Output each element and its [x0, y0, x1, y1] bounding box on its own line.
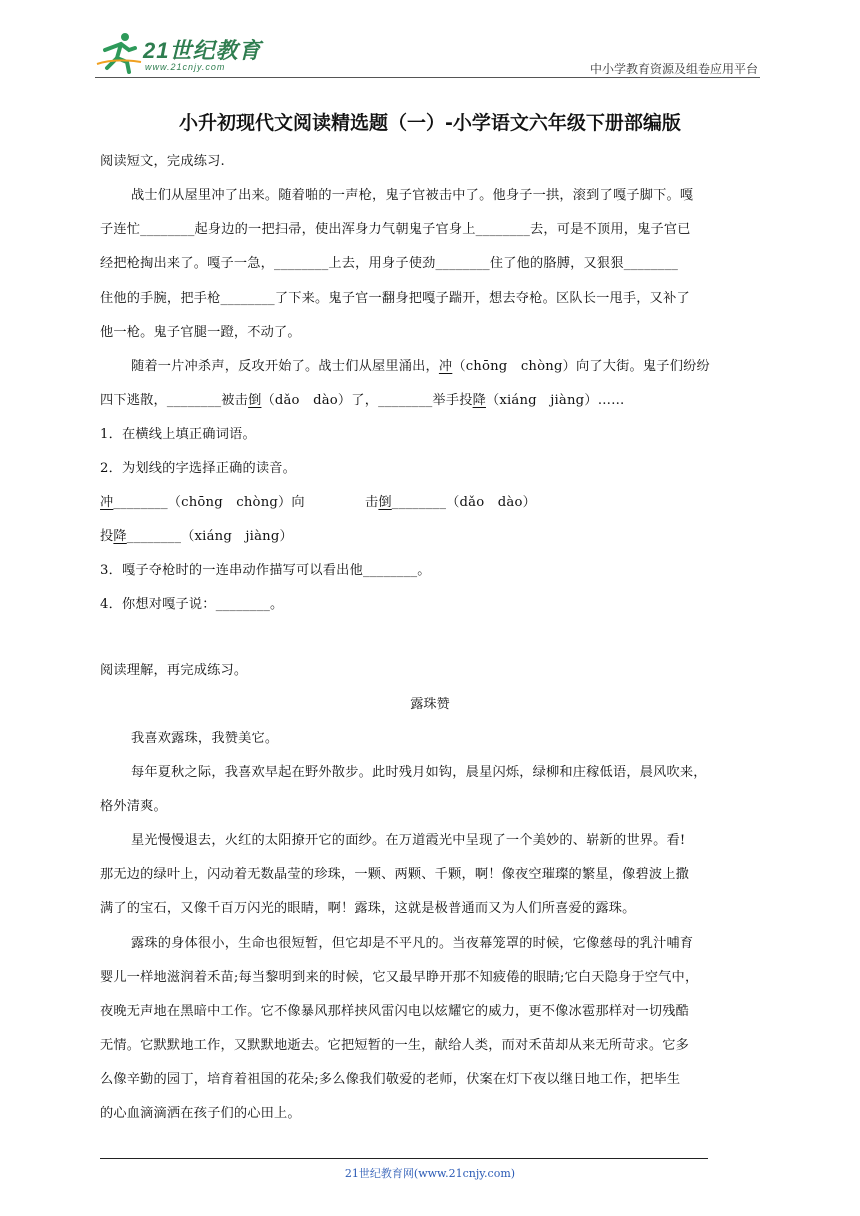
document-title: 小升初现代文阅读精选题（一）-小学语文六年级下册部编版 [179, 112, 681, 134]
paragraph-line: 夜晚无声地在黑暗中工作。它不像暴风那样挟风雷闪电以炫耀它的威力，更不像冰雹那样对一切残酷 [100, 1004, 690, 1019]
paragraph-line: 住他的手腕，把手枪________了下来。鬼子官一翻身把嘎子踹开，想去夺枪。区队长一甩手，又补了 [100, 291, 690, 306]
underlined-char: 冲 [100, 495, 114, 510]
section2-instruction: 阅读理解，再完成练习。 [100, 663, 248, 678]
runner-logo-icon [95, 28, 145, 78]
paragraph-line: 婴儿一样地滋润着禾苗;每当黎明到来的时候，它又最早睁开那不知疲倦的眼睛;它白天隐身于空气中， [100, 970, 699, 985]
underlined-char: 倒 [248, 393, 262, 408]
paragraph-line: 经把枪掏出来了。嘎子一急，________上去，用身子使劲________住了他的胳膊，又狠狠________ [100, 256, 679, 271]
paragraph-line: 满了的宝石，又像千百万闪光的眼睛，啊！露珠，这就是极普通而又为人们所喜爱的露珠。 [100, 901, 636, 916]
paragraph-line: 他一枪。鬼子官腿一蹬，不动了。 [100, 325, 301, 340]
paragraph-line: 露珠的身体很小，生命也很短暂，但它却是不平凡的。当夜幕笼罩的时候，它像慈母的乳汁哺育 [131, 936, 694, 951]
paragraph-line [100, 389, 624, 408]
question-2b [365, 491, 536, 510]
question-3: 3．嘎子夺枪时的一连串动作描写可以看出他________。 [100, 563, 431, 578]
passage-heading: 露珠赞 [410, 697, 450, 712]
underlined-char: 倒 [378, 495, 392, 510]
paragraph-line: 我喜欢露珠，我赞美它。 [131, 731, 279, 746]
section1-instruction: 阅读短文，完成练习. [100, 154, 225, 169]
underlined-char: 冲 [438, 359, 453, 374]
logo-text: 21世纪教育 [143, 38, 262, 63]
underlined-char: 降 [472, 393, 486, 408]
text-segment: 投 [100, 529, 114, 544]
header-divider [95, 77, 760, 78]
text-segment: ________（xiáng jiàng） [126, 529, 293, 544]
paragraph-line: 星光慢慢退去，火红的太阳撩开它的面纱。在万道霞光中呈现了一个美妙的、崭新的世界。看! [131, 833, 686, 848]
question-2: 2．为划线的字选择正确的读音。 [100, 461, 297, 476]
footer-text[interactable]: 21世纪教育网(www.21cnjy.com) [344, 1167, 516, 1180]
text-segment: （xiáng jiàng）…… [485, 393, 625, 408]
question-2a [100, 491, 305, 510]
logo-url: www.21cnjy.com [145, 62, 226, 72]
text-segment: 随着一片冲杀声，反攻开始了。战士们从屋里涌出， [131, 359, 439, 374]
question-4: 4．你想对嘎子说：________。 [100, 597, 284, 612]
paragraph-line: 那无边的绿叶上，闪动着无数晶莹的珍珠，一颗、两颗、千颗，啊！像夜空璀璨的繁星，像碧波上撒 [100, 867, 690, 882]
question-1: 1．在横线上填正确词语。 [100, 427, 256, 442]
site-tagline: 中小学教育资源及组卷应用平台 [589, 62, 758, 76]
text-segment: （dǎo dào）了，________举手投 [261, 393, 473, 408]
paragraph-line: 每年夏秋之际，我喜欢早起在野外散步。此时残月如钩，晨星闪烁，绿柳和庄稼低语，晨风吹来， [131, 765, 707, 780]
paragraph-line: 的心血滴滴洒在孩子们的心田上。 [100, 1106, 301, 1121]
text-segment: 击 [365, 495, 379, 510]
page-header [95, 28, 760, 78]
question-2c [100, 525, 293, 544]
text-segment: ________（dǎo dào） [391, 495, 536, 510]
underlined-char: 降 [113, 529, 127, 544]
paragraph-line: 格外清爽。 [100, 799, 167, 814]
text-segment: ________（chōng chòng）向 [113, 495, 305, 510]
site-logo [95, 28, 265, 78]
paragraph-line: 战士们从屋里冲了出来。随着啪的一声枪，鬼子官被击中了。他身子一拱，滚到了嘎子脚下。嘎 [131, 188, 694, 203]
paragraph-line: 无情。它默默地工作，又默默地逝去。它把短暂的一生，献给人类，而对禾苗却从来无所苛求。它多 [100, 1038, 690, 1053]
text-segment: （chōng chòng）向了大街。鬼子们纷纷 [452, 359, 710, 374]
footer-divider [100, 1158, 708, 1159]
text-segment: 四下逃散，________被击 [100, 393, 249, 408]
paragraph-line [131, 355, 710, 374]
paragraph-line: 么像辛勤的园丁，培育着祖国的花朵;多么像我们敬爱的老师，伏案在灯下夜以继日地工作，把毕生 [100, 1072, 681, 1087]
paragraph-line: 子连忙________起身边的一把扫帚，使出浑身力气朝鬼子官身上________去，可是不顶用，鬼子官已 [100, 222, 691, 237]
